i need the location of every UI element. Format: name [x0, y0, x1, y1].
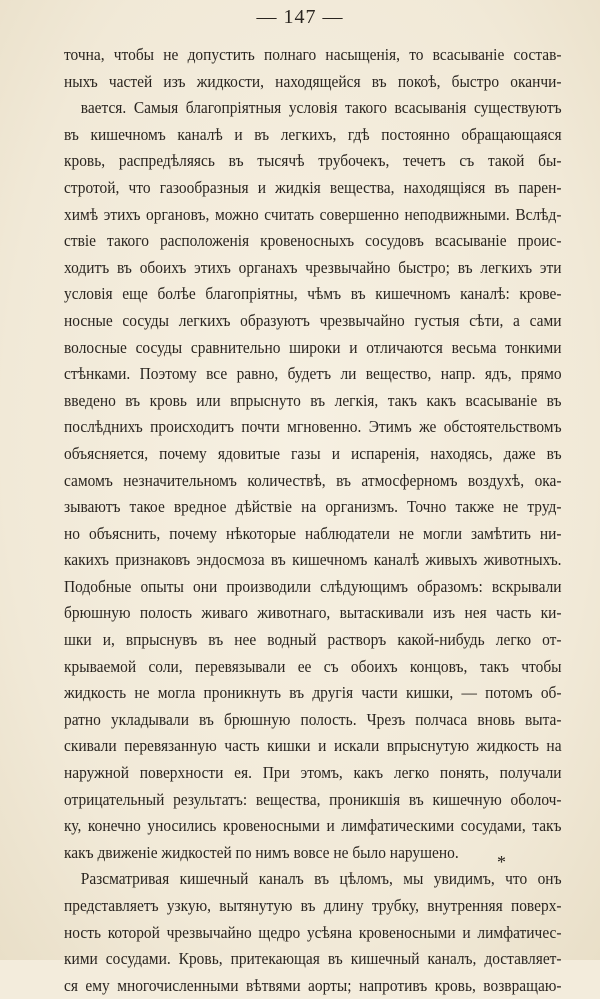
text-line: условія еще болѣе благопріятны, чѣмъ въ кишечномъ каналѣ: крове- [64, 284, 562, 304]
signature-mark: * [497, 852, 506, 872]
text-line: Разсматривая кишечный каналъ въ цѣломъ, мы увидимъ, что онъ [80, 869, 562, 889]
body-text [64, 42, 562, 999]
text-line: жидкость не могла проникнуть въ другія части кишки, — потомъ об- [64, 683, 562, 703]
text-line: стѣнками. Поэтому все равно, будетъ ли вещество, напр. ядъ, прямо [64, 364, 562, 384]
text-line: вается. Самыя благопріятныя условія такого всасыванія существуютъ [80, 98, 562, 118]
text-line: представляетъ узкую, вытянутую въ длину трубку, внутренняя поверх- [64, 896, 562, 915]
text-line: Подобные опыты они производили слѣдующимъ образомъ: вскрывали [64, 576, 562, 596]
text-line: ность которой чрезвычайно щедро усѣяна кровеносными и лимфатичес- [64, 922, 562, 942]
text-line: ку, конечно уносились кровеносными и лимфатическими сосудами, такъ [64, 816, 562, 836]
text-line: точна, чтобы не допустить полнаго насыщенія, то всасываніе состав- [64, 45, 562, 64]
text-line: кими сосудами. Кровь, притекающая въ кишечный каналъ, доставляет- [64, 949, 562, 969]
text-line: самомъ незначительномъ количествѣ, въ атмосферномъ воздухѣ, ока- [64, 470, 562, 490]
text-line: отрицательный результатъ: вещества, проникшія въ кишечную оболоч- [64, 789, 562, 809]
text-line: химѣ этихъ органовъ, можно считать совершенно неподвижными. Вслѣд- [64, 204, 562, 224]
text-line: наружной поверхности ея. При этомъ, какъ легко понять, получали [64, 763, 562, 783]
text-line: ратно укладывали въ брюшную полость. Чрезъ полчаса вновь выта- [64, 709, 562, 729]
text-line: ходитъ въ обоихъ этихъ органахъ чрезвычайно быстро; въ легкихъ эти [64, 257, 562, 277]
text-line: брюшную полость живаго животнаго, вытаскивали изъ нея часть ки- [64, 603, 562, 623]
text-line: стротой, что газообразныя и жидкія вещества, находящіяся въ парен- [64, 177, 562, 197]
text-line: объясняется, почему ядовитые газы и испаренія, находясь, даже въ [64, 443, 562, 463]
text-line: шки и, впрыснувъ въ нее водный растворъ какой-нибудь легко от- [64, 630, 562, 650]
page-number: — 147 — [256, 6, 344, 28]
text-line: ствіе такого расположенія кровеносныхъ сосудовъ всасываніе проис- [64, 231, 562, 251]
text-line: въ кишечномъ каналѣ и въ легкихъ, гдѣ постоянно обращающаяся [64, 124, 562, 144]
text-line: носные сосуды легкихъ образуютъ чрезвычайно густыя сѣти, а сами [64, 310, 562, 330]
text-line: послѣднихъ происходитъ почти мгновенно. Этимъ же обстоятельствомъ [64, 417, 562, 437]
text-line: скивали перевязанную часть кишки и искали впрыснутую жидкость на [64, 736, 562, 756]
text-line: ныхъ частей изъ жидкости, находящейся въ покоѣ, быстро оканчи- [64, 71, 562, 91]
text-line: зываютъ такое вредное дѣйствіе на организмъ. Точно также не труд- [64, 497, 562, 517]
text-line: ся ему многочисленными вѣтвями аорты; напротивъ кровь, возвращаю- [64, 975, 562, 995]
text-line: крываемой соли, перевязывали ее съ обоихъ концовъ, такъ чтобы [64, 656, 562, 676]
text-line: какъ движеніе жидкостей по нимъ вовсе не было нарушено. [64, 842, 459, 862]
text-line: какихъ признаковъ эндосмоза въ кишечномъ каналѣ живыхъ животныхъ. [64, 550, 562, 570]
text-line: кровь, распредѣляясь въ тысячѣ трубочекъ, течетъ съ такой бы- [64, 151, 562, 171]
text-line: но объяснить, почему нѣкоторые наблюдатели не могли замѣтить ни- [64, 523, 562, 543]
text-line: волосные сосуды сравнительно широки и отличаются весьма тонкими [64, 337, 562, 357]
text-line: введено въ кровь или впрыснуто въ легкія, такъ какъ всасываніе въ [64, 390, 562, 410]
